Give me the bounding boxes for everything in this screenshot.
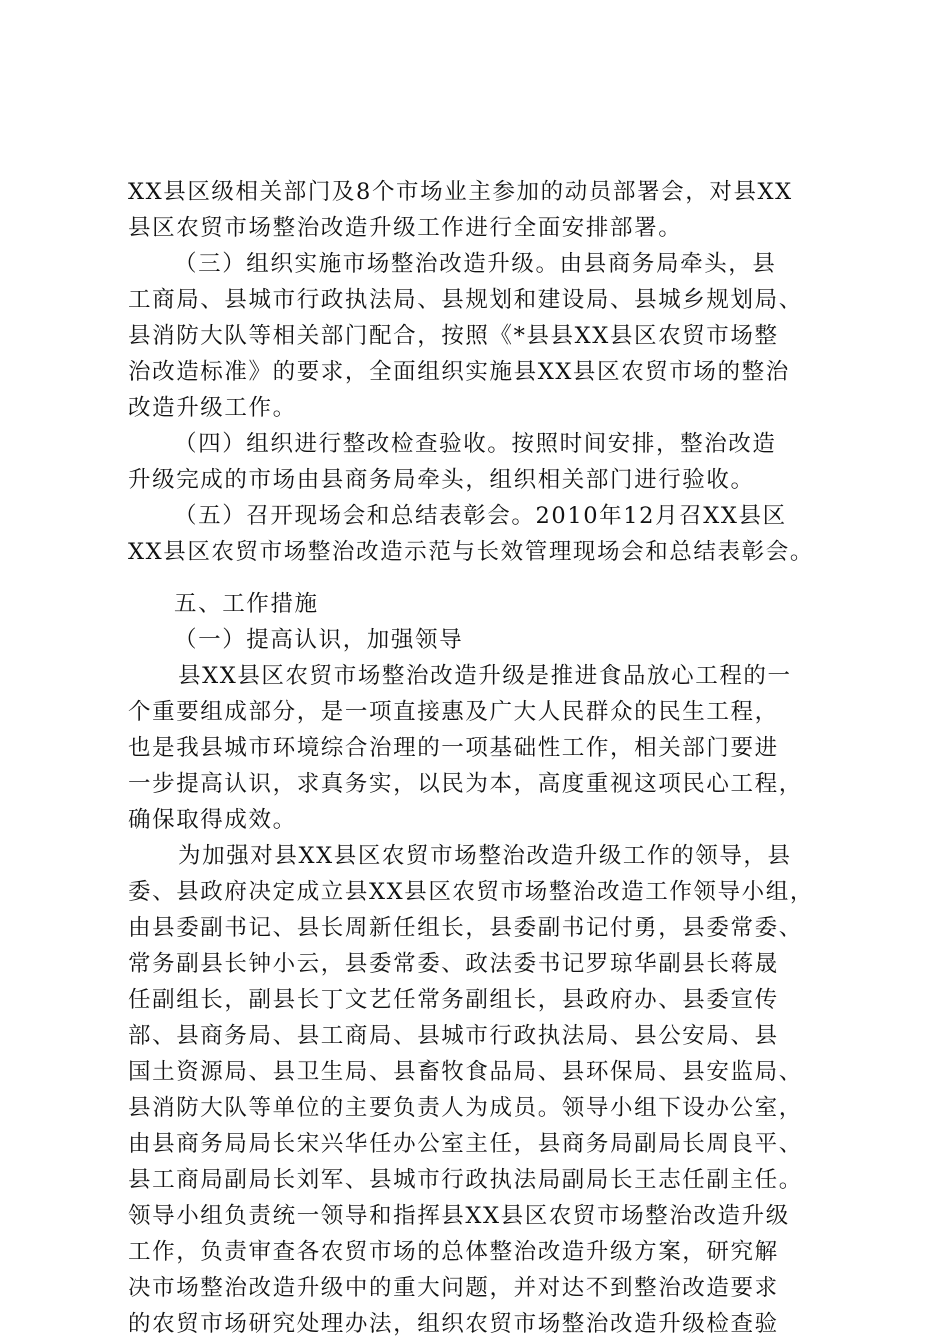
body-text-line: 改造升级工作。: [128, 395, 297, 421]
body-text-line: 为加强对县XX县区农贸市场整治改造升级工作的领导，县: [178, 843, 792, 869]
body-text-line: 任副组长，副县长丁文艺任常务副组长，县政府办、县委宣传: [128, 987, 779, 1013]
body-text-line: 工作，负责审查各农贸市场的总体整治改造升级方案，研究解: [128, 1239, 779, 1265]
body-text-line: 部、县商务局、县工商局、县城市行政执法局、县公安局、县: [128, 1023, 779, 1049]
body-text-line: XX县区级相关部门及8个市场业主参加的动员部署会，对县XX: [128, 179, 793, 205]
body-text-line: 一步提高认识，求真务实，以民为本，高度重视这项民心工程，: [128, 771, 803, 797]
body-text-line: 由县商务局局长宋兴华任办公室主任，县商务局副局长周良平、: [128, 1131, 803, 1157]
body-text-line: XX县区农贸市场整治改造示范与长效管理现场会和总结表彰会。: [128, 539, 814, 565]
body-text-line: （四）组织进行整改检查验收。按照时间安排，整治改造: [174, 431, 777, 457]
body-text-line: 个重要组成部分，是一项直接惠及广大人民群众的民生工程，: [128, 699, 779, 725]
body-text-line: 由县委副书记、县长周新任组长，县委副书记付勇，县委常委、: [128, 915, 803, 941]
body-text-line: 县XX县区农贸市场整治改造升级是推进食品放心工程的一: [178, 663, 792, 689]
body-text-line: 确保取得成效。: [128, 807, 297, 833]
body-text-line: 升级完成的市场由县商务局牵头，组织相关部门进行验收。: [128, 467, 755, 493]
body-text-line: 决市场整治改造升级中的重大问题，并对达不到整治改造要求: [128, 1275, 779, 1301]
body-text-line: （三）组织实施市场整治改造升级。由县商务局牵头，县: [174, 251, 777, 277]
section-heading: 五、工作措施: [174, 591, 319, 617]
body-text-line: 县消防大队等相关部门配合，按照《*县县XX县区农贸市场整: [128, 323, 779, 349]
body-text-line: 县消防大队等单位的主要负责人为成员。领导小组下设办公室，: [128, 1095, 803, 1121]
subsection-heading: （一）提高认识，加强领导: [174, 627, 464, 653]
body-text-line: 县区农贸市场整治改造升级工作进行全面安排部署。: [128, 215, 683, 241]
body-text-line: 的农贸市场研究处理办法，组织农贸市场整治改造升级检查验: [128, 1311, 779, 1337]
body-text-line: 领导小组负责统一领导和指挥县XX县区农贸市场整治改造升级: [128, 1203, 790, 1229]
body-text-line: （五）召开现场会和总结表彰会。2010年12月召XX县区: [174, 503, 787, 529]
body-text-line: 也是我县城市环境综合治理的一项基础性工作，相关部门要进: [128, 735, 779, 761]
body-text-line: 工商局、县城市行政执法局、县规划和建设局、县城乡规划局、: [128, 287, 803, 313]
body-text-line: 委、县政府决定成立县XX县区农贸市场整治改造工作领导小组，: [128, 879, 814, 905]
body-text-line: 常务副县长钟小云，县委常委、政法委书记罗琼华副县长蒋晟: [128, 951, 779, 977]
body-text-line: 县工商局副局长刘军、县城市行政执法局副局长王志任副主任。: [128, 1167, 803, 1193]
body-text-line: 治改造标准》的要求，全面组织实施县XX县区农贸市场的整治: [128, 359, 790, 385]
body-text-line: 国土资源局、县卫生局、县畜牧食品局、县环保局、县安监局、: [128, 1059, 803, 1085]
